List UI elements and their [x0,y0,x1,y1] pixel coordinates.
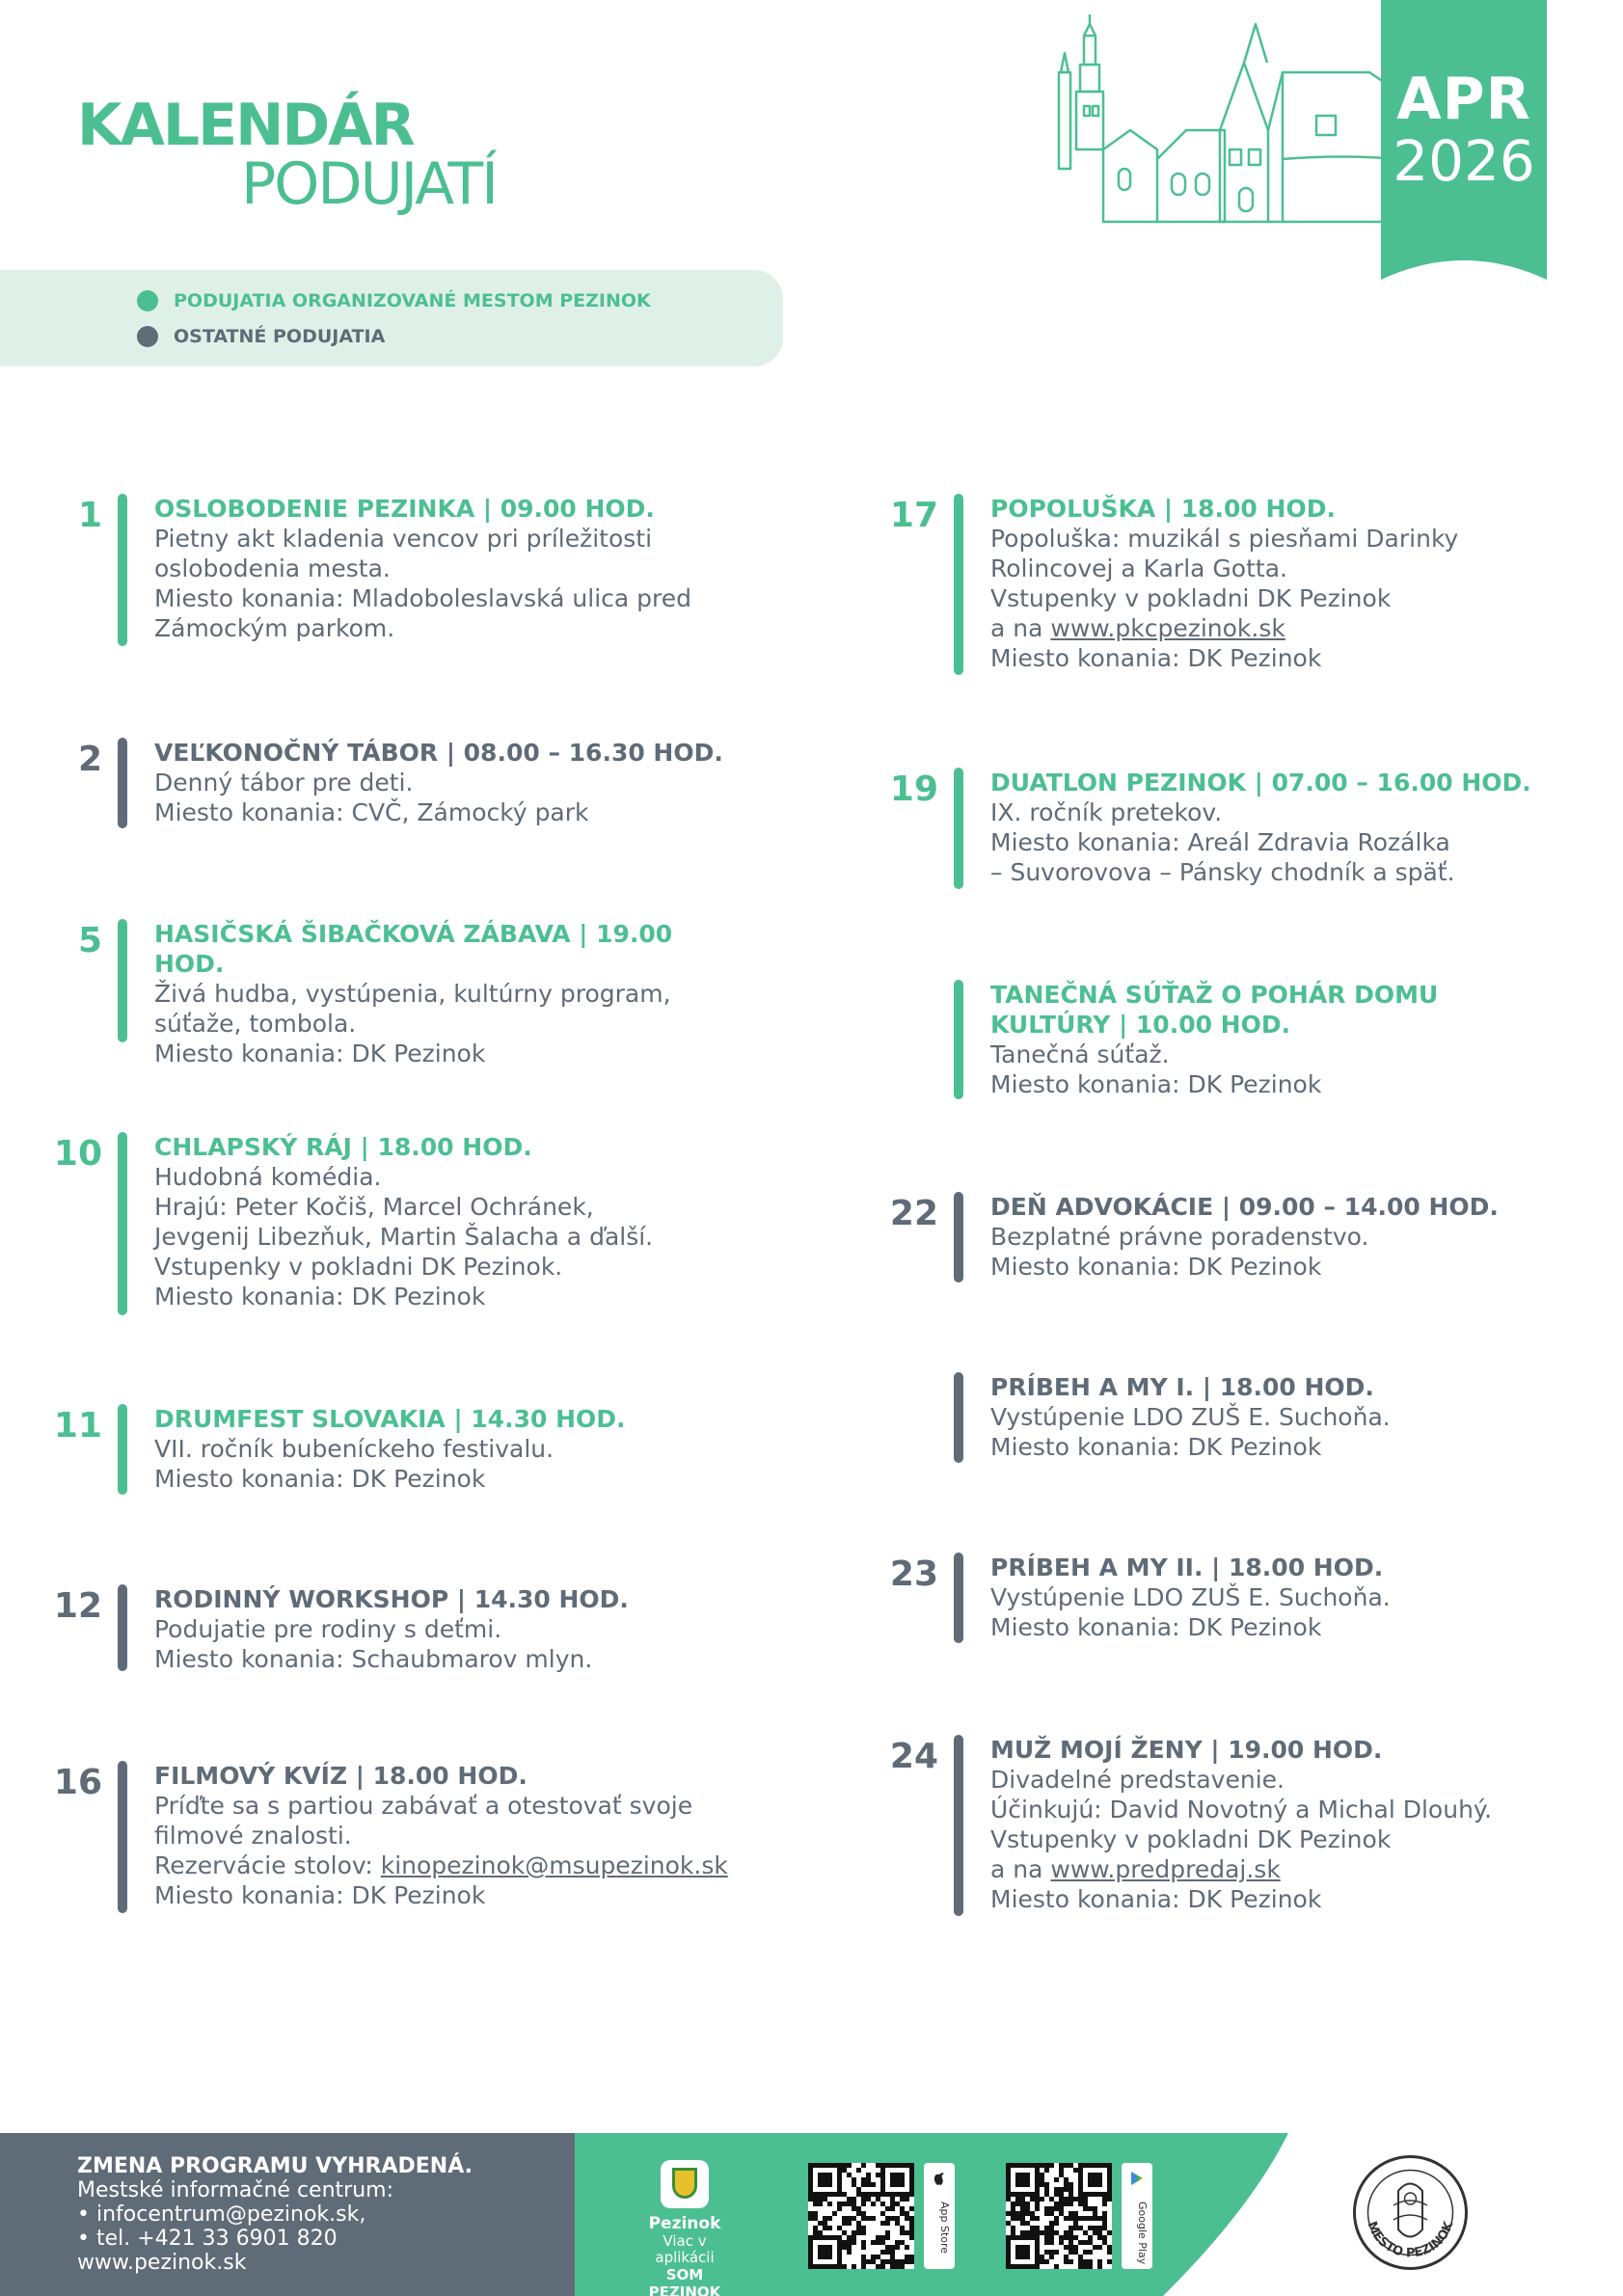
event-detail: Hudobná komédia. [154,1163,382,1191]
legend-label-organized: PODUJATIA ORGANIZOVANÉ MESTOM PEZINOK [174,290,651,311]
event-category-bar [954,768,963,889]
event-category-bar [118,1132,127,1315]
event-link-prefix: a na [990,614,1051,642]
app-store-badge[interactable] [924,2163,955,2269]
event-category-bar [954,1372,963,1463]
event-title: MUŽ MOJÍ ŽENY | 19.00 HOD. [990,1736,1383,1764]
event-body [154,738,733,827]
event-title: RODINNÝ WORKSHOP | 14.30 HOD. [154,1585,629,1613]
apple-icon [933,2171,946,2186]
gray-dot-icon [137,326,158,347]
event-title: OSLOBODENIE PEZINKA | 09.00 HOD. [154,495,655,523]
event-body [990,494,1569,673]
event-link[interactable]: www.pkcpezinok.sk [1050,614,1285,642]
event-day: 1 [77,496,102,535]
event-detail: Miesto konania: DK Pezinok [990,644,1322,672]
event-title: DUATLON PEZINOK | 07.00 – 16.00 HOD. [990,769,1531,797]
event-category-bar [118,1761,127,1913]
footer-website[interactable]: www.pezinok.sk [77,2251,247,2275]
green-dot-icon [137,290,158,311]
event-day: 2 [77,740,102,779]
event-category-bar [118,1404,127,1495]
event-body [154,1761,733,1910]
event-body [154,919,733,1068]
event-category-bar [954,1192,963,1283]
event-detail: Denný tábor pre deti. [154,769,414,797]
qr-code-app-store[interactable] [808,2163,914,2269]
event-detail: Podujatie pre rodiny s deťmi. [154,1615,502,1643]
event-day: 16 [53,1763,102,1802]
month-badge [1381,0,1547,280]
event-title: CHLAPSKÝ RÁJ | 18.00 HOD. [154,1133,532,1161]
google-play-icon [1130,2171,1144,2186]
event-day: 23 [889,1554,938,1594]
event-detail: Vstupenky v pokladni DK Pezinok. [154,1253,563,1281]
event-detail: Pietny akt kladenia vencov pri príležitosti [154,525,653,553]
app-promo[interactable] [636,2160,733,2296]
event-title: DEŇ ADVOKÁCIE | 09.00 – 14.00 HOD. [990,1193,1499,1221]
event-category-bar [118,738,127,828]
event-title: PRÍBEH A MY II. | 18.00 HOD. [990,1553,1384,1581]
seal-text: MESTO PEZINOK [1364,2219,1457,2261]
event-detail: Popoluška: muzikál s piesňami Darinky [990,525,1459,553]
page-title [77,92,497,218]
event-title: KULTÚRY | 10.00 HOD. [990,1011,1291,1039]
event-body [154,1584,733,1674]
event-detail: Miesto konania: CVČ, Zámocký park [154,798,589,826]
event-detail: IX. ročník pretekov. [990,798,1223,826]
title-line-2: PODUJATÍ [241,150,497,218]
event-body [990,1735,1569,1914]
event-body [990,1192,1569,1282]
event-detail: Vstupenky v pokladni DK Pezinok [990,584,1392,612]
event-detail: Miesto konania: Mladoboleslavská ulica pred [154,584,691,612]
event-detail: filmové znalosti. [154,1822,352,1850]
event-detail: Miesto konania: DK Pezinok [990,1613,1322,1641]
event-body [990,1372,1569,1462]
year-label: 2026 [1393,128,1535,194]
event-detail: Miesto konania: DK Pezinok [154,1881,486,1909]
event-category-bar [954,980,963,1099]
event-day: 22 [889,1194,938,1233]
event-detail: Miesto konania: DK Pezinok [990,1070,1322,1098]
event-title: HASIČSKÁ ŠIBAČKOVÁ ZÁBAVA | 19.00 HOD. [154,920,673,978]
event-day: 24 [889,1737,938,1776]
event-detail: Vstupenky v pokladni DK Pezinok [990,1825,1392,1853]
event-link-line [990,1854,1569,1884]
event-day: 10 [53,1134,102,1174]
app-subtitle-2: SOM PEZINOK [648,2266,721,2296]
event-title: FILMOVÝ KVÍZ | 18.00 HOD. [154,1762,527,1790]
app-store-label: App Store [938,2201,951,2255]
footer-line: Mestské informačné centrum: [77,2178,393,2202]
event-detail: Živá hudba, vystúpenia, kultúrny program, [154,980,671,1008]
title-line-1: KALENDÁR [77,92,414,159]
event-title: DRUMFEST SLOVAKIA | 14.30 HOD. [154,1405,626,1433]
event-link-line [154,1850,733,1880]
event-day: 19 [889,770,938,809]
event-body [154,494,733,643]
event-detail: Rolincovej a Karla Gotta. [990,554,1287,582]
event-link-line [990,613,1569,643]
event-category-bar [118,1584,127,1671]
footer-email[interactable]: • infocentrum@pezinok.sk, [77,2202,366,2227]
event-day: 12 [53,1586,102,1626]
event-detail: Účinkujú: David Novotný a Michal Dlouhý. [990,1796,1493,1823]
event-title: VEĽKONOČNÝ TÁBOR | 08.00 – 16.30 HOD. [154,739,723,767]
app-subtitle: Viac v aplikácii [655,2232,715,2266]
event-detail: Miesto konania: DK Pezinok [990,1253,1322,1281]
qr-code-google-play[interactable] [1006,2163,1112,2269]
event-day: 17 [889,496,938,535]
event-detail: Tanečná súťaž. [990,1040,1170,1068]
google-play-label: Google Play [1136,2201,1149,2265]
event-detail: Miesto konania: DK Pezinok [154,1465,486,1493]
event-link[interactable]: www.predpredaj.sk [1050,1855,1281,1883]
event-day: 11 [53,1406,102,1445]
event-title: TANEČNÁ SÚŤAŽ O POHÁR DOMU [990,981,1439,1009]
google-play-badge[interactable] [1122,2163,1152,2269]
legend-item-other [137,326,385,347]
event-category-bar [118,919,127,1042]
event-detail: Hrajú: Peter Kočiš, Marcel Ochránek, [154,1193,594,1221]
event-detail: Vystúpenie LDO ZUŠ E. Suchoňa. [990,1403,1391,1431]
event-title: POPOLUŠKA | 18.00 HOD. [990,495,1336,523]
event-detail: Miesto konania: DK Pezinok [990,1885,1322,1913]
event-detail: Zámockým parkom. [154,614,395,642]
castle-illustration [1051,14,1398,231]
mesto-pezinok-seal-icon [1350,2152,1471,2273]
event-detail: – Suvorovova – Pánsky chodník a späť. [990,858,1455,886]
event-detail: Bezplatné právne poradenstvo. [990,1223,1369,1251]
event-detail: Miesto konania: Areál Zdravia Rozálka [990,828,1450,856]
event-body [990,1553,1569,1642]
event-body [154,1404,733,1494]
event-category-bar [954,1553,963,1643]
event-detail: Príďte sa s partiou zabávať a otestovať svoje [154,1792,693,1820]
event-category-bar [118,494,127,646]
event-detail: Vystúpenie LDO ZUŠ E. Suchoňa. [990,1583,1391,1611]
event-detail: VII. ročník bubeníckeho festivalu. [154,1435,555,1463]
event-day: 5 [77,921,102,960]
footer-phone[interactable]: • tel. +421 33 6901 820 [77,2227,338,2251]
app-name: Pezinok [648,2214,721,2233]
event-body [990,980,1569,1099]
event-body [990,768,1569,887]
event-link-prefix: a na [990,1855,1051,1883]
event-detail: Miesto konania: DK Pezinok [154,1040,486,1067]
event-detail: Divadelné predstavenie. [990,1766,1285,1794]
event-category-bar [954,1735,963,1916]
event-category-bar [954,494,963,675]
event-detail: Miesto konania: Schaubmarov mlyn. [154,1645,593,1673]
legend [0,270,783,366]
event-detail: Jevgenij Libezňuk, Martin Šalacha a ďalší. [154,1223,654,1251]
event-detail: súťaže, tombola. [154,1010,357,1038]
event-detail: Miesto konania: DK Pezinok [990,1433,1322,1461]
pezinok-app-icon [661,2160,709,2208]
event-body [154,1132,733,1311]
event-link-prefix: Rezervácie stolov: [154,1851,381,1879]
month-label: APR [1396,66,1531,133]
legend-label-other: OSTATNÉ PODUJATIA [174,326,386,347]
legend-item-organized [137,290,651,311]
event-detail: Miesto konania: DK Pezinok [154,1283,486,1310]
event-link[interactable]: kinopezinok@msupezinok.sk [380,1851,728,1879]
event-title: PRÍBEH A MY I. | 18.00 HOD. [990,1373,1374,1401]
footer-contact [0,2133,575,2296]
footer-heading: ZMENA PROGRAMU VYHRADENÁ. [77,2154,473,2178]
event-detail: oslobodenia mesta. [154,554,391,582]
